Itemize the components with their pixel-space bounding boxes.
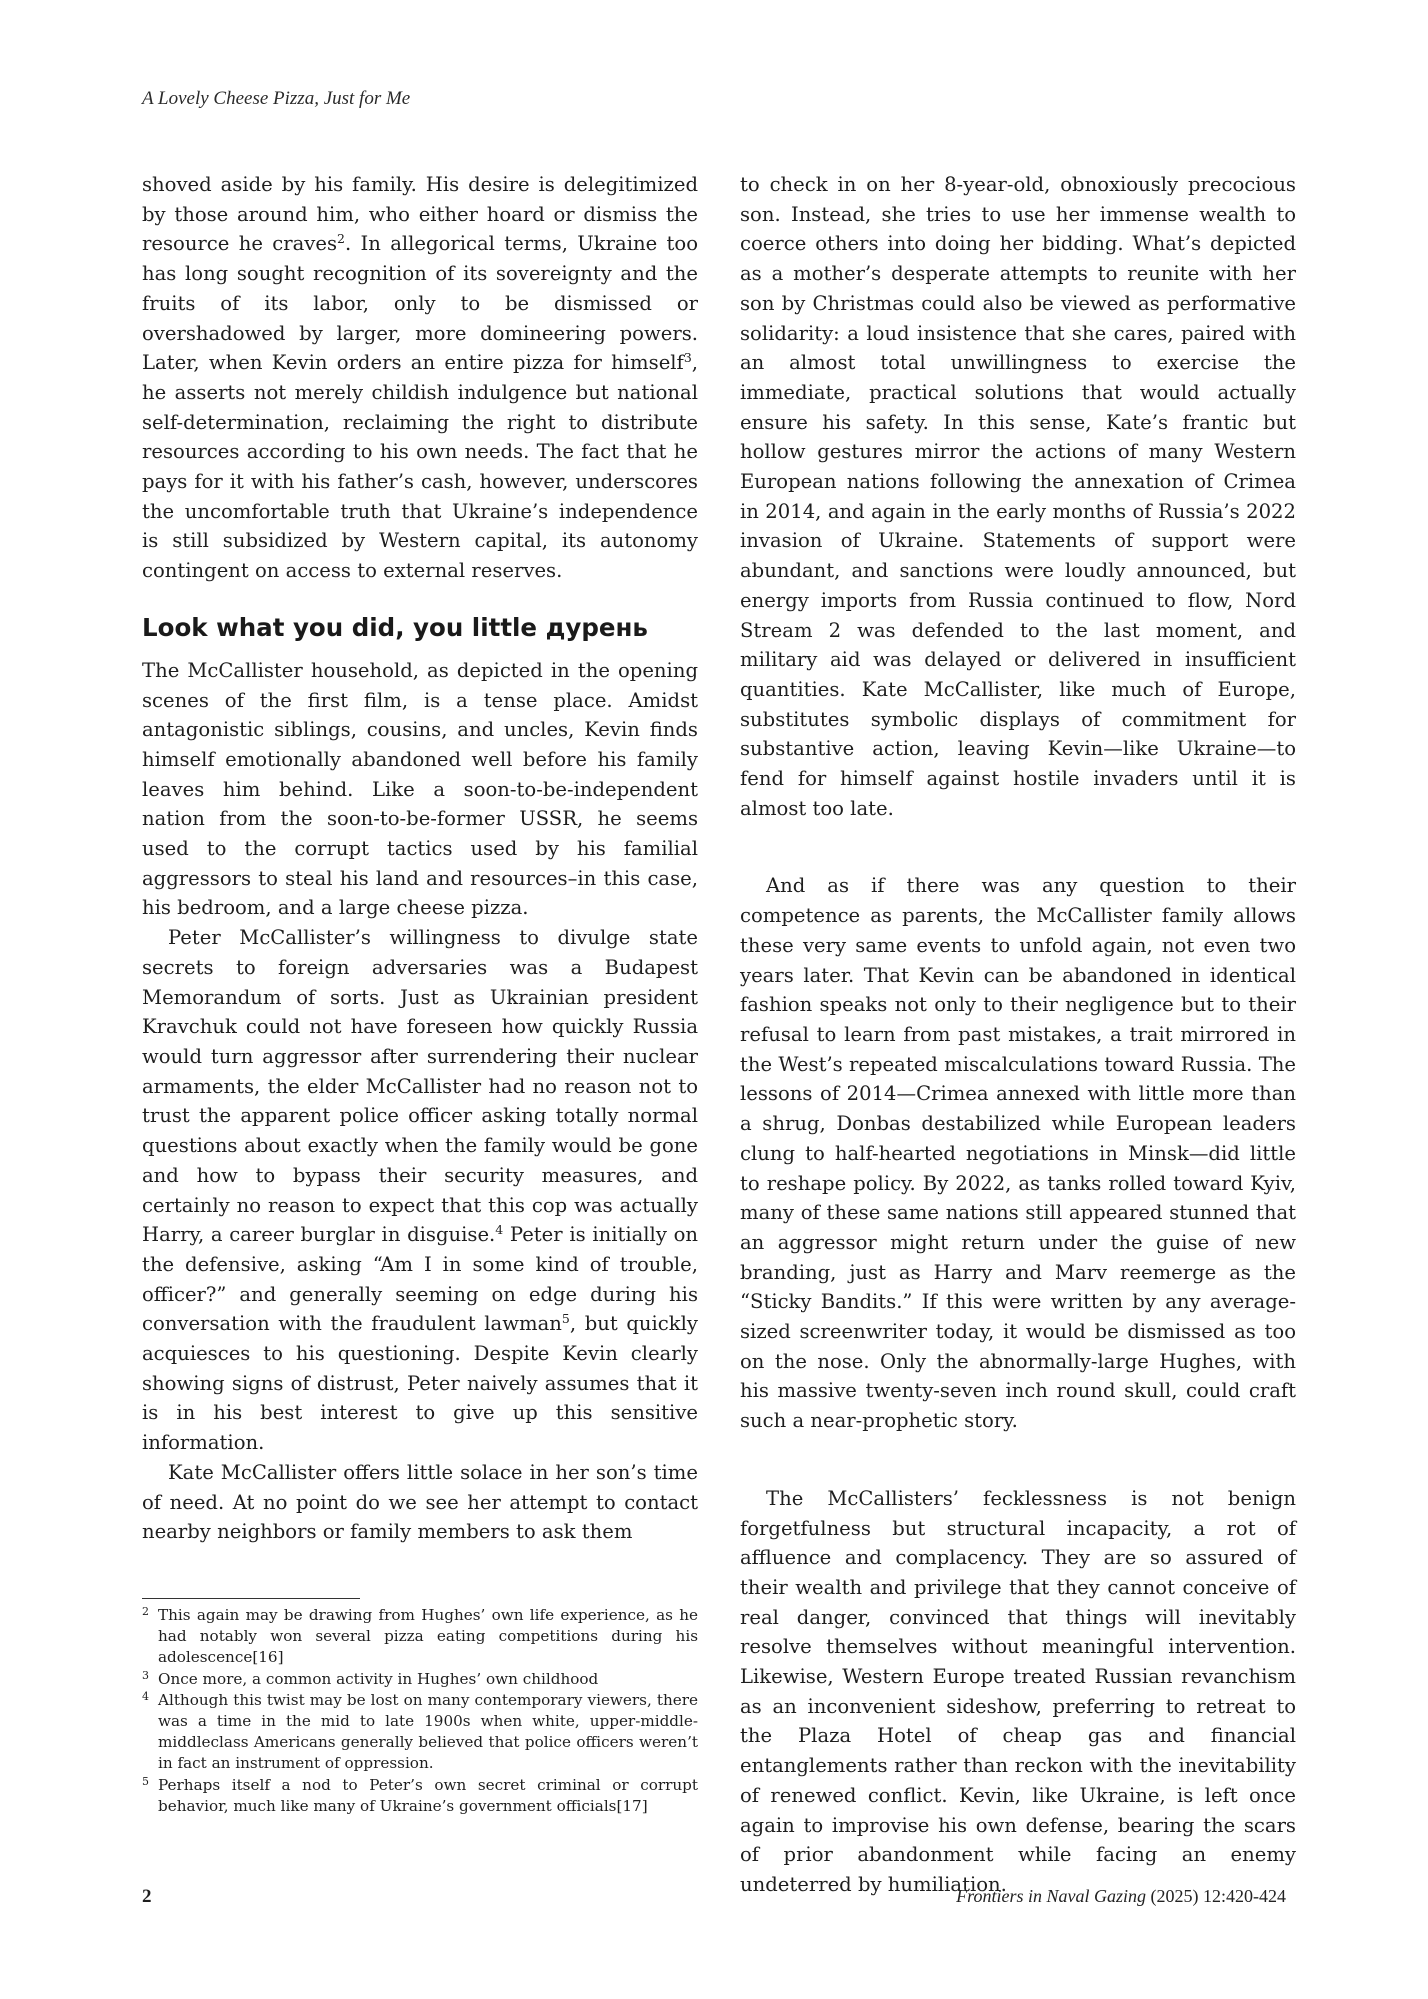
footnote-ref-3[interactable]: 3 [683, 350, 692, 366]
paragraph-right-2: And as if there was any question to their competence as parents, the McCallister family allows these very same events to unfold again, not even two years later. That Kevin can be abandoned in identical fashion speaks not only to their negligence but to their refusal to learn from past mistakes, a trait mirrored in the West’s repeated miscalculations toward Russia. The lessons of 2014—Crimea annexed with little more than a shrug, Donbas destabilized while European leaders clung to half-hearted negotiations in Minsk—did little to reshape policy. By 2022, as tanks rolled toward Kyiv, many of these same nations still appeared stunned that an aggressor might return under the guise of new branding, just as Harry and Marv reemerge as the “Sticky Bandits.” If this were written by any average-sized screenwriter today, it would be dismissed as too on the nose. Only the abnormally-large Hughes, with his massive twenty-seven inch round skull, could craft such a near-prophetic story. [740, 874, 1296, 1433]
footnote-ref-4[interactable]: 4 [495, 1222, 504, 1238]
section-heading: Look what you did, you little дурень [142, 612, 648, 642]
footnote-text: This again may be drawing from Hughes’ own life experience, as he had notably won several pizza eating competitions during his adolescence[16] [158, 1606, 698, 1667]
text-run: , he asserts not merely childish indulgence but national self-determination, reclaiming the right to distribute resources according to his own needs. The fact that he pays for it with his father’s cash, however, underscores the uncomfortable truth that Ukraine’s independence is still subsidized by Western capital, its autonomy contingent on access to external reserves. [142, 351, 698, 583]
footnote-text: Once more, a common activity in Hughes’ own childhood [158, 1669, 599, 1688]
footnote-ref-5[interactable]: 5 [561, 1311, 570, 1327]
journal-citation: (2025) 12:420-424 [1146, 1886, 1286, 1906]
footnote-text: Although this twist may be lost on many contemporary viewers, there was a time in the mid to late 1900s when white, upper-middle-middleclass Americans generally believed that police officers weren’t in fact an instrument of oppression. [158, 1690, 698, 1773]
page-number: 2 [142, 1886, 152, 1907]
text-run: Peter McCallister’s willingness to divulge state secrets to foreign adversaries was a Budapest Memorandum of sorts. Just as Ukrainian president Kravchuk could not have foreseen how quickly Russia would turn aggressor after surrendering their nuclear armaments, the elder McCallister had no reason not to trust the apparent police officer asking totally normal questions about exactly when the family would be gone and how to bypass their security measures, and certainly no reason to expect that this cop was actually Harry, a career burglar in disguise. [142, 926, 698, 1247]
footnote-3 [142, 1669, 698, 1690]
left-column [142, 170, 698, 1547]
footnote-4 [142, 1690, 698, 1775]
paragraph-left-1 [142, 170, 698, 586]
journal-footer [956, 1886, 1286, 1907]
footnote-rule [142, 1598, 360, 1599]
footnote-number: 4 [142, 1689, 149, 1703]
text-run: Peter is initially on the defensive, asking “Am I in some kind of trouble, officer?” and generally seeming on edge during his conversation with the fraudulent lawman [142, 1223, 698, 1336]
paragraph-right-3: The McCallisters’ fecklessness is not benign forgetfulness but structural incapacity, a rot of affluence and complacency. They are so assured of their wealth and privilege that they cannot conceive of real danger, convinced that things will inevitably resolve themselves without meaningful intervention. Likewise, Western Europe treated Russian revanchism as an inconvenient sideshow, preferring to retreat to the Plaza Hotel of cheap gas and financial entanglements rather than reckon with the inevitability of renewed conflict. Kevin, like Ukraine, is left once again to improvise his own defense, bearing the scars of prior abandonment while facing an enemy undeterred by humiliation. [740, 1486, 1296, 1896]
footnote-number: 5 [142, 1774, 149, 1788]
footnote-ref-2[interactable]: 2 [337, 231, 345, 247]
footnote-text: Perhaps itself a nod to Peter’s own secret criminal or corrupt behavior, much like many of Ukraine’s government officials[17] [158, 1775, 698, 1815]
footnote-2 [142, 1605, 698, 1669]
paragraph-left-4: Kate McCallister offers little solace in her son’s time of need. At no point do we see her attempt to contact nearby neighbors or family members to ask them [142, 1460, 698, 1544]
footnote-number: 2 [142, 1605, 149, 1618]
footnote-5 [142, 1775, 698, 1817]
running-head: A Lovely Cheese Pizza, Just for Me [142, 88, 411, 109]
text-run: shoved aside by his family. His desire is delegitimized by those around him, who either hoard or dismiss the resource he craves [142, 173, 698, 256]
paragraph-left-3 [142, 923, 698, 1458]
footnote-number: 3 [142, 1668, 149, 1682]
paragraph-left-2: The McCallister household, as depicted in the opening scenes of the first film, is a tense place. Amidst antagonistic siblings, cousins, and uncles, Kevin finds himself emotionally abandoned well before his family leaves him behind. Like a soon-to-be-independent nation from the soon-to-be-former USSR, he seems used to the corrupt tactics used by his familial aggressors to steal his land and resources–in this case, his bedroom, and a large cheese pizza. [142, 658, 698, 920]
right-column [740, 170, 1296, 1900]
text-run: . In allegorical terms, Ukraine too has long sought recognition of its sovereignty and the fruits of its labor, only to be dismissed or overshadowed by larger, more domineering powers. Later, when Kevin orders an entire pizza for himself [142, 232, 699, 375]
text-run: , but quickly acquiesces to his questioning. Despite Kevin clearly showing signs of distrust, Peter naively assumes that it is in his best interest to give up this sensitive information. [142, 1312, 698, 1455]
journal-title: Frontiers in Naval Gazing [956, 1886, 1147, 1906]
footnotes [142, 1598, 698, 1817]
paragraph-right-1: to check in on her 8-year-old, obnoxiously precocious son. Instead, she tries to use her immense wealth to coerce others into doing her bidding. What’s depicted as a mother’s desperate attempts to reunite with her son by Christmas could also be viewed as performative solidarity: a loud insistence that she cares, paired with an almost total unwillingness to exercise the immediate, practical solutions that would actually ensure his safety. In this sense, Kate’s frantic but hollow gestures mirror the actions of many Western European nations following the annexation of Crimea in 2014, and again in the early months of Russia’s 2022 invasion of Ukraine. Statements of support were abundant, and sanctions were loudly announced, but energy imports from Russia continued to flow, Nord Stream 2 was defended to the last moment, and military aid was delayed or delivered in insufficient quantities. Kate McCallister, like much of Europe, substitutes symbolic displays of commitment for substantive action, leaving Kevin—like Ukraine—to fend for himself against hostile invaders until it is almost too late. [740, 173, 1296, 820]
